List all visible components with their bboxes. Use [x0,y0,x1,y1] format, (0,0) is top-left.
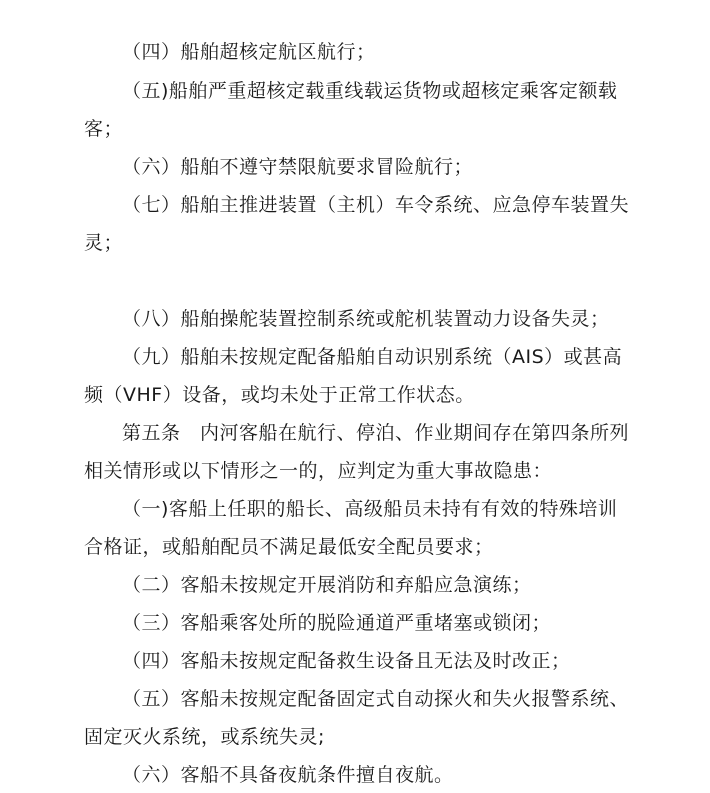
article-5-line-1: 第五条 内河客船在航行、停泊、作业期间存在第四条所列 [122,422,630,444]
item-7-propulsion-line-2: 灵； [84,232,124,254]
item-4-exceed-area: （四）船舶超核定航区航行； [122,41,376,63]
passenger-item-6-night: （六）客船不具备夜航条件擅自夜航。 [122,764,454,786]
passenger-item-3-escape: （三）客船乘客处所的脱险通道严重堵塞或锁闭； [122,612,552,634]
passenger-item-4-lifesaving: （四）客船未按规定配备救生设备且无法及时改正； [122,650,571,672]
item-5-overload-line-1: （五)船舶严重超核定载重线载运货物或超核定乘客定额载 [122,80,618,102]
item-5-overload-line-2: 客； [84,118,124,140]
passenger-item-5-line-2: 固定灭火系统，或系统失灵; [84,726,325,748]
passenger-item-1-line-2: 合格证，或船舶配员不满足最低安全配员要求； [84,536,494,558]
passenger-item-1-line-1: （一)客船上任职的船长、高级船员未持有有效的特殊培训 [122,498,618,520]
passenger-item-5-line-1: （五）客船未按规定配备固定式自动探火和失火报警系统、 [122,688,630,710]
item-6-restricted-navigation: （六）船舶不遵守禁限航要求冒险航行； [122,156,474,178]
passenger-item-2-drills: （二）客船未按规定开展消防和弃船应急演练； [122,574,532,596]
article-5-line-2: 相关情形或以下情形之一的，应判定为重大事故隐患： [84,460,553,482]
item-7-propulsion-line-1: （七）船舶主推进装置（主机）车令系统、应急停车装置失 [122,194,630,216]
item-9-ais-vhf-line-2: 频（VHF）设备，或均未处于正常工作状态。 [84,384,475,406]
item-9-ais-vhf-line-1: （九）船舶未按规定配备船舶自动识别系统（AIS）或甚高 [122,346,623,368]
item-8-steering-failure: （八）船舶操舵装置控制系统或舵机装置动力设备失灵； [122,308,610,330]
